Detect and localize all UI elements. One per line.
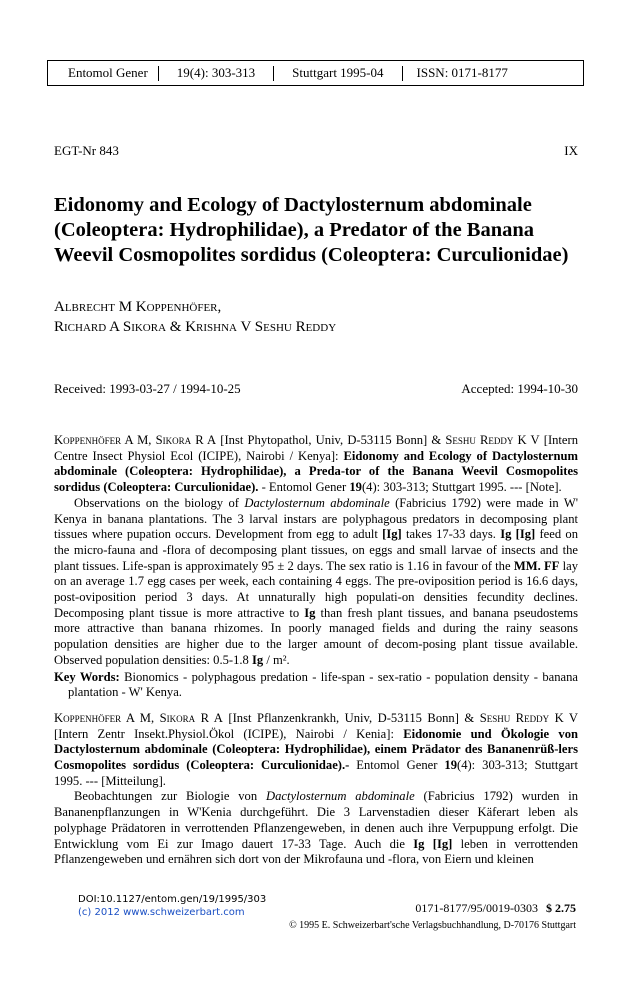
- received-date: Received: 1993-03-27 / 1994-10-25: [54, 381, 241, 396]
- citation-authors: Seshu Reddy K V: [479, 710, 579, 725]
- abbrev-ig: Ig: [500, 527, 512, 542]
- citation-title: Eidonomie und Ökologie von Dactylosternum abdominale (Coleoptera: Hydrophilidae), einem Prädator des Bananenrüß-lers Cosmopolites sordidus (Coleoptera: Curculionidae).-: [54, 726, 578, 773]
- german-citation: [54, 711, 578, 790]
- abbrev-mm: MM.: [513, 558, 541, 573]
- abstract-text: takes 17-33 days.: [401, 527, 501, 542]
- key-words: [54, 670, 578, 701]
- section-gap: [54, 701, 578, 711]
- publisher-copyright: © 1995 E. Schweizerbart'sche Verlagsbuchhandlung, D-70176 Stuttgart: [289, 920, 576, 931]
- abstract-text: leben in verrottenden Pflanzengeweben und ernähren sich dort von der Mikrofauna und -flora, von Eiern und kleinen: [54, 836, 578, 867]
- citation-pages: (4): 303-313; Stuttgart 1995. --- [Mitteilung].: [54, 758, 578, 788]
- accepted-date: Accepted: 1994-10-30: [461, 381, 578, 396]
- abbrev-ig: [Ig]: [515, 527, 536, 542]
- header-volume: 19(4): 303-313: [176, 65, 256, 80]
- key-words-text: Bionomics - polyphagous predation - life-span - sex-ratio - population density - banana plantation - W' Kenya.: [68, 669, 578, 700]
- footer-code-block: [415, 901, 576, 916]
- footer-doi-block: [78, 893, 266, 919]
- abstract-text: Beobachtungen zur Biologie von: [74, 789, 266, 804]
- citation-title: Eidonomy and Ecology of Dactylosternum abdominale (Coleoptera: Hydrophilidae), a Preda-tor of the Banana Weevil Cosmopolites sordidus (Coleoptera: Curculionidae).: [54, 448, 578, 495]
- abstract-text: Observations on the biology of: [74, 495, 245, 510]
- egt-number: EGT-Nr 843: [54, 143, 119, 158]
- german-abstract: [54, 789, 578, 868]
- abstract-body: [54, 433, 578, 868]
- citation-authors: Seshu Reddy K V: [445, 433, 540, 447]
- publisher-link[interactable]: (c) 2012 www.schweizerbart.com: [78, 907, 245, 918]
- citation-journal: Entomol Gener: [349, 758, 445, 773]
- citation-institute: [Inst Pflanzenkrankh, Univ, D-53115 Bonn] &: [222, 710, 480, 725]
- abstract-text: feed on the micro-fauna and -flora of decomposing plant tissues, on eggs and small larvae of insects and the plant tissues. Life-span is approximately 95 ± 2 days. The sex ratio is 1.16 in favour of the: [54, 527, 578, 573]
- citation-authors: Koppenhöfer A M, Sikora R A: [54, 433, 217, 447]
- author-list: [54, 297, 336, 337]
- citation-volume: 19: [444, 758, 457, 773]
- abbrev-ig: Ig: [251, 652, 264, 667]
- citation-institute: [Intern Centre Insect Physiol Ecol (ICIPE), Nairobi / Kenya]:: [54, 433, 579, 463]
- article-code: 0171-8177/95/0019-0303: [415, 901, 538, 915]
- species-name: Dactylosternum abdominale: [244, 495, 390, 510]
- header-journal: Entomol Gener: [68, 65, 148, 80]
- journal-header-box: [47, 60, 584, 86]
- key-words-label: Key Words:: [54, 669, 120, 684]
- author-line-1: Albrecht M Koppenhöfer,: [54, 299, 222, 315]
- citation-institute: [Intern Zentr Insekt.Physiol.Ökol (ICIPE), Nairobi / Kenia]:: [54, 726, 404, 741]
- header-place-date: Stuttgart 1995-04: [292, 65, 384, 80]
- abbrev-ig: [Ig]: [382, 527, 402, 542]
- abbrev-ig: Ig: [304, 605, 316, 620]
- english-abstract: [54, 496, 578, 669]
- abstract-text: / m².: [263, 652, 290, 667]
- author-line-2: Richard A Sikora & Krishna V Seshu Reddy: [54, 319, 337, 335]
- paper-title: Eidonomy and Ecology of Dactylosternum abdominale (Coleoptera: Hydrophilidae), a Predator of the Banana Weevil Cosmopolites sordidus (Coleoptera: Curculionidae): [54, 194, 569, 266]
- abbrev-ig: [Ig]: [432, 836, 453, 851]
- citation-volume: 19: [349, 480, 362, 495]
- article-price: $ 2.75: [546, 901, 576, 915]
- section-number: IX: [564, 143, 578, 158]
- abstract-text: lay on an average 1.7 egg cases per week, each containing 4 eggs. The pre-oviposition period is 16.6 days, post-oviposition period 3 days. At unnaturally high populati-on densities fecundity declines. Decomposing plant tissue is more attractive to: [54, 558, 578, 620]
- abstract-text: [424, 837, 432, 851]
- doi-text: DOI:10.1127/entom.gen/19/1995/303: [78, 894, 267, 905]
- citation-authors: Koppenhöfer A M, Sikora R A: [54, 710, 223, 725]
- abbrev-ff: FF: [543, 558, 560, 573]
- abstract-text: (Fabricius 1792) wurden in Bananenpflanzungen in W'Kenia durchgeführt. Die 3 Larvenstadien dieser Käferart leben als polyphage Prädatoren in verrottenden Pflanzengeweben, in denen auch ihre Verpuppung erfolgt. Die Entwicklung vom Ei zur Imago dauert 17-33 Tage. Auch die: [54, 789, 578, 851]
- citation-pages: (4): 303-313; Stuttgart 1995. --- [Note].: [361, 480, 562, 495]
- abbrev-ig: Ig: [413, 836, 425, 851]
- abstract-text: than fresh plant tissues, and banana pseudostems more attractive than banana rhizomes. In poorly managed fields and during the rainy seasons population densities are higher due to the larger amount of decom-posing plant tissue available. Observed population densities: 0.5-1.8: [54, 605, 578, 667]
- abstract-text: (Fabricius 1792) were made in W' Kenya in banana plantations. The 3 larval instars are polyphagous predators in decomposing plant tissues where pupation occurs. Development from egg to adult: [54, 495, 578, 542]
- citation-institute: [Inst Phytopathol, Univ, D-53115 Bonn] &: [216, 433, 446, 447]
- english-citation: [54, 433, 578, 496]
- species-name: Dactylosternum abdominale: [265, 789, 415, 804]
- citation-journal: - Entomol Gener: [258, 480, 350, 495]
- header-issn: ISSN: 0171-8177: [416, 65, 508, 80]
